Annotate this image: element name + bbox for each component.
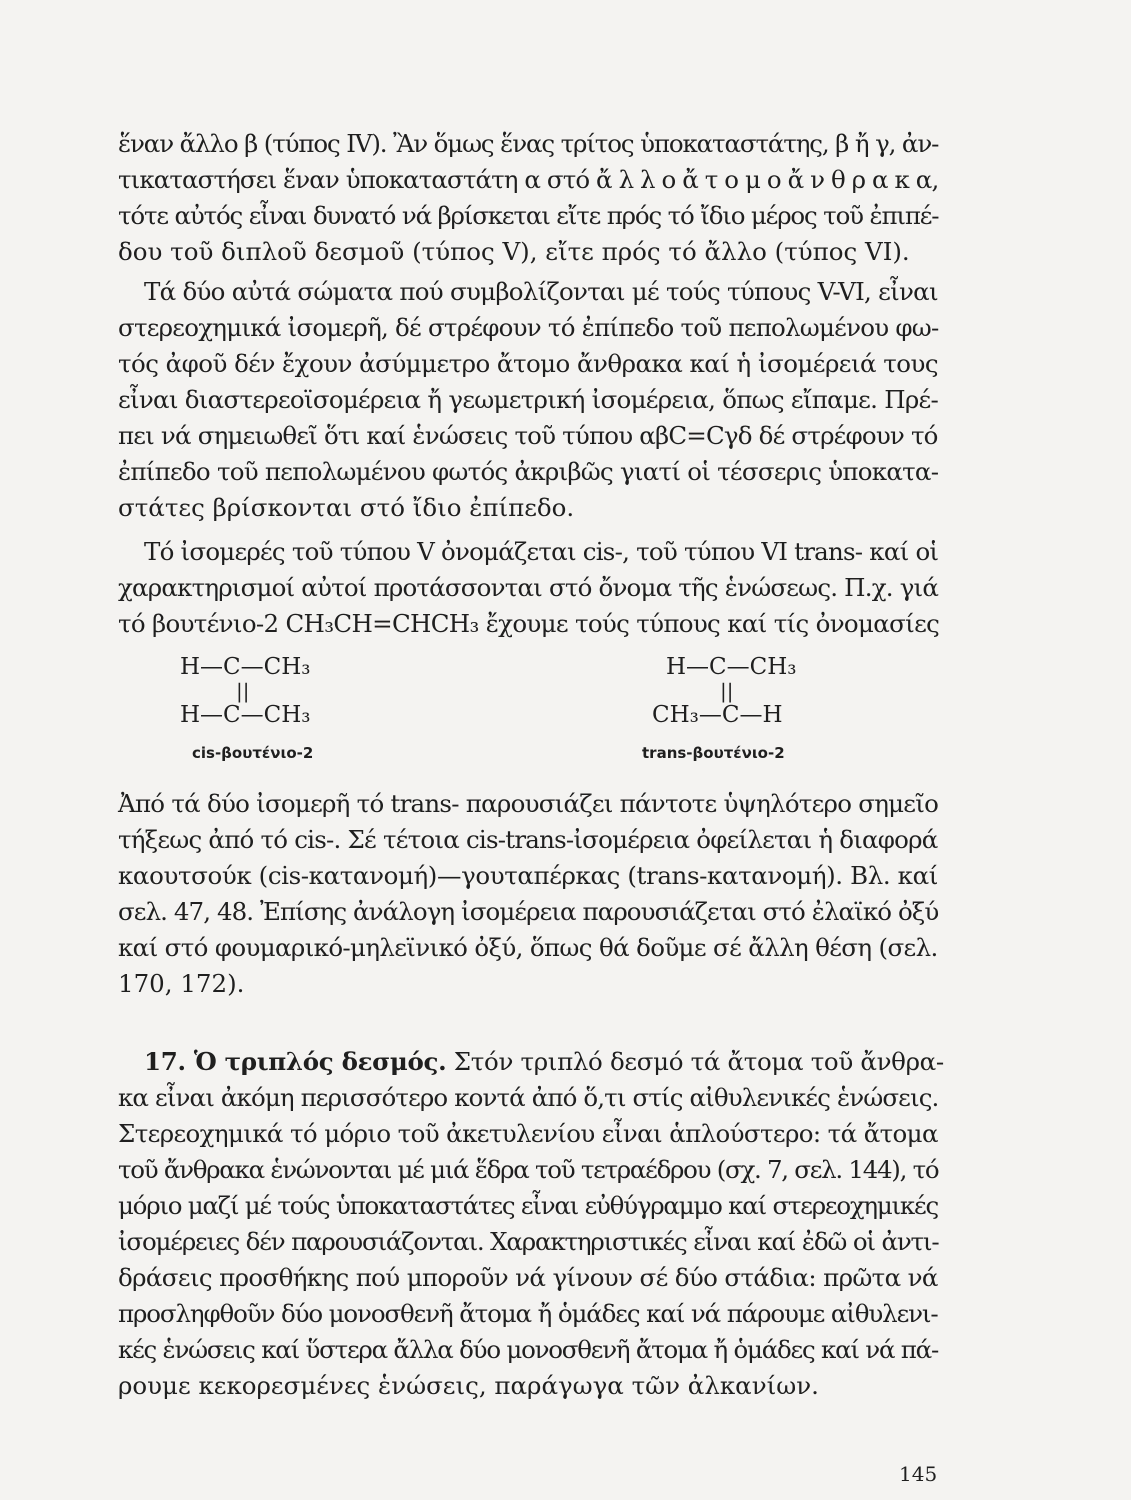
text-line: ἕναν ἄλλο β (τύπος IV). Ἂν ὅμως ἕνας τρίτος ὑποκαταστάτης, β ἤ γ, ἀν- bbox=[118, 129, 939, 158]
page-number: 145 bbox=[899, 1462, 938, 1486]
text-line: δου τοῦ διπλοῦ δεσμοῦ (τύπος V), εἴτε πρός τό ἄλλο (τύπος VI). bbox=[118, 237, 910, 266]
text-line: ἰσομέρειες δέν παρουσιάζονται. Χαρακτηριστικές εἶναι καί ἐδῶ οἱ ἀντι- bbox=[118, 1227, 939, 1256]
text-line: Στερεοχημικά τό μόριο τοῦ ἀκετυλενίου εἶναι ἁπλούστερο: τά ἄτομα bbox=[118, 1119, 938, 1148]
text-line: καί στό φουμαρικό-μηλεϊνικό ὀξύ, ὅπως θά δοῦμε σέ ἄλλη θέση (σελ. bbox=[118, 933, 938, 962]
text-line: σελ. 47, 48. Ἐπίσης ἀνάλογη ἰσομέρεια παρουσιάζεται στό ἐλαϊκό ὀξύ bbox=[118, 897, 939, 926]
text-line: τότε αὐτός εἶναι δυνατό νά βρίσκεται εἴτε πρός τό ἴδιο μέρος τοῦ ἐπιπέ- bbox=[118, 201, 939, 230]
text-line: στερεοχημικά ἰσομερῆ, δέ στρέφουν τό ἐπίπεδο τοῦ πεπολωμένου φω- bbox=[118, 313, 939, 342]
text-line: δράσεις προσθήκης πού μποροῦν νά γίνουν σέ δύο στάδια: πρῶτα νά bbox=[118, 1263, 938, 1292]
label-trans-butene: trans-βουτένιο-2 bbox=[642, 744, 785, 762]
text-line: χαρακτηρισμοί αὐτοί προτάσσονται στό ὄνομα τῆς ἑνώσεως. Π.χ. γιά bbox=[118, 573, 939, 602]
text-line: τό βουτένιο-2 CH₃CH=CHCH₃ ἔχουμε τούς τύπους καί τίς ὀνομασίες bbox=[118, 609, 940, 638]
formula-top-row: H—C—CH₃ bbox=[180, 654, 311, 680]
text-line: στάτες βρίσκονται στό ἴδιο ἐπίπεδο. bbox=[118, 493, 575, 522]
formula-top-row: H—C—CH₃ bbox=[666, 654, 797, 680]
text-line: τήξεως ἀπό τό cis-. Σέ τέτοια cis-trans-ἰσομέρεια ὀφείλεται ἡ διαφορά bbox=[118, 825, 938, 854]
formula-trans-butene bbox=[652, 652, 797, 730]
formula-cis-butene bbox=[180, 652, 311, 730]
paragraph-melting-point bbox=[118, 786, 938, 1002]
text-line: τοῦ ἄνθρακα ἑνώνονται μέ μιά ἕδρα τοῦ τετραέδρου (σχ. 7, σελ. 144), τό bbox=[118, 1155, 939, 1184]
text-line: Τά δύο αὐτά σώματα πού συμβολίζονται μέ τούς τύπους V-VI, εἶναι bbox=[144, 277, 938, 306]
double-bond: || bbox=[236, 679, 250, 703]
text-line: ρουμε κεκορεσμένες ἑνώσεις, παράγωγα τῶν ἀλκανίων. bbox=[118, 1371, 819, 1400]
text-line: κές ἑνώσεις καί ὕστερα ἄλλα δύο μονοσθενῆ ἄτομα ἤ ὁμάδες καί νά πά- bbox=[118, 1335, 939, 1364]
heading-line-rest: Στόν τριπλό δεσμό τά ἄτομα τοῦ ἄνθρα- bbox=[453, 1047, 944, 1076]
text-line: 170, 172). bbox=[118, 969, 245, 998]
text-line: πει νά σημειωθεῖ ὅτι καί ἑνώσεις τοῦ τύπου αβC=Cγδ δέ στρέφουν τό bbox=[118, 421, 938, 450]
text-line: τός ἀφοῦ δέν ἔχουν ἀσύμμετρο ἄτομο ἄνθρακα καί ἡ ἰσομέρειά τους bbox=[118, 349, 939, 378]
text-line: κα εἶναι ἀκόμη περισσότερο κοντά ἀπό ὅ,τι στίς αἰθυλενικές ἑνώσεις. bbox=[118, 1083, 939, 1112]
text-line: ἐπίπεδο τοῦ πεπολωμένου φωτός ἀκριβῶς γιατί οἱ τέσσερις ὑποκατα- bbox=[118, 457, 939, 486]
formula-bottom-row: H—C—CH₃ bbox=[180, 702, 311, 728]
formula-bottom-row: CH₃—C—H bbox=[652, 702, 783, 728]
label-cis-butene: cis-βουτένιο-2 bbox=[192, 744, 314, 762]
text-line: προσληφθοῦν δύο μονοσθενῆ ἄτομα ἤ ὁμάδες καί νά πάρουμε αἰθυλενι- bbox=[118, 1299, 938, 1328]
double-bond: || bbox=[720, 679, 734, 703]
text-line: καουτσούκ (cis-κατανομή)—γουταπέρκας (trans-κατανομή). Βλ. καί bbox=[118, 861, 938, 890]
text-line bbox=[118, 1044, 944, 1080]
paragraph-substituents bbox=[118, 126, 938, 270]
text-line: Ἀπό τά δύο ἰσομερῆ τό trans- παρουσιάζει πάντοτε ὑψηλότερο σημεῖο bbox=[118, 789, 939, 818]
section-heading: 17. Ὁ τριπλός δεσμός. bbox=[144, 1047, 447, 1076]
paragraph-stereoisomers bbox=[118, 274, 938, 526]
section-triple-bond bbox=[118, 1044, 944, 1404]
text-line: Τό ἰσομερές τοῦ τύπου V ὀνομάζεται cis-, τοῦ τύπου VI trans- καί οἱ bbox=[144, 537, 939, 566]
text-line: μόριο μαζί μέ τούς ὑποκαταστάτες εἶναι εὐθύγραμμο καί στερεοχημικές bbox=[118, 1191, 938, 1220]
paragraph-cis-trans-naming bbox=[118, 534, 938, 642]
text-line: τικαταστήσει ἕναν ὑποκαταστάτη α στό ἄ λ λ ο ἄ τ ο μ ο ἄ ν θ ρ α κ α, bbox=[118, 165, 939, 194]
text-line: εἶναι διαστερεοϊσομέρεια ἤ γεωμετρική ἰσομέρεια, ὅπως εἴπαμε. Πρέ- bbox=[118, 385, 939, 414]
